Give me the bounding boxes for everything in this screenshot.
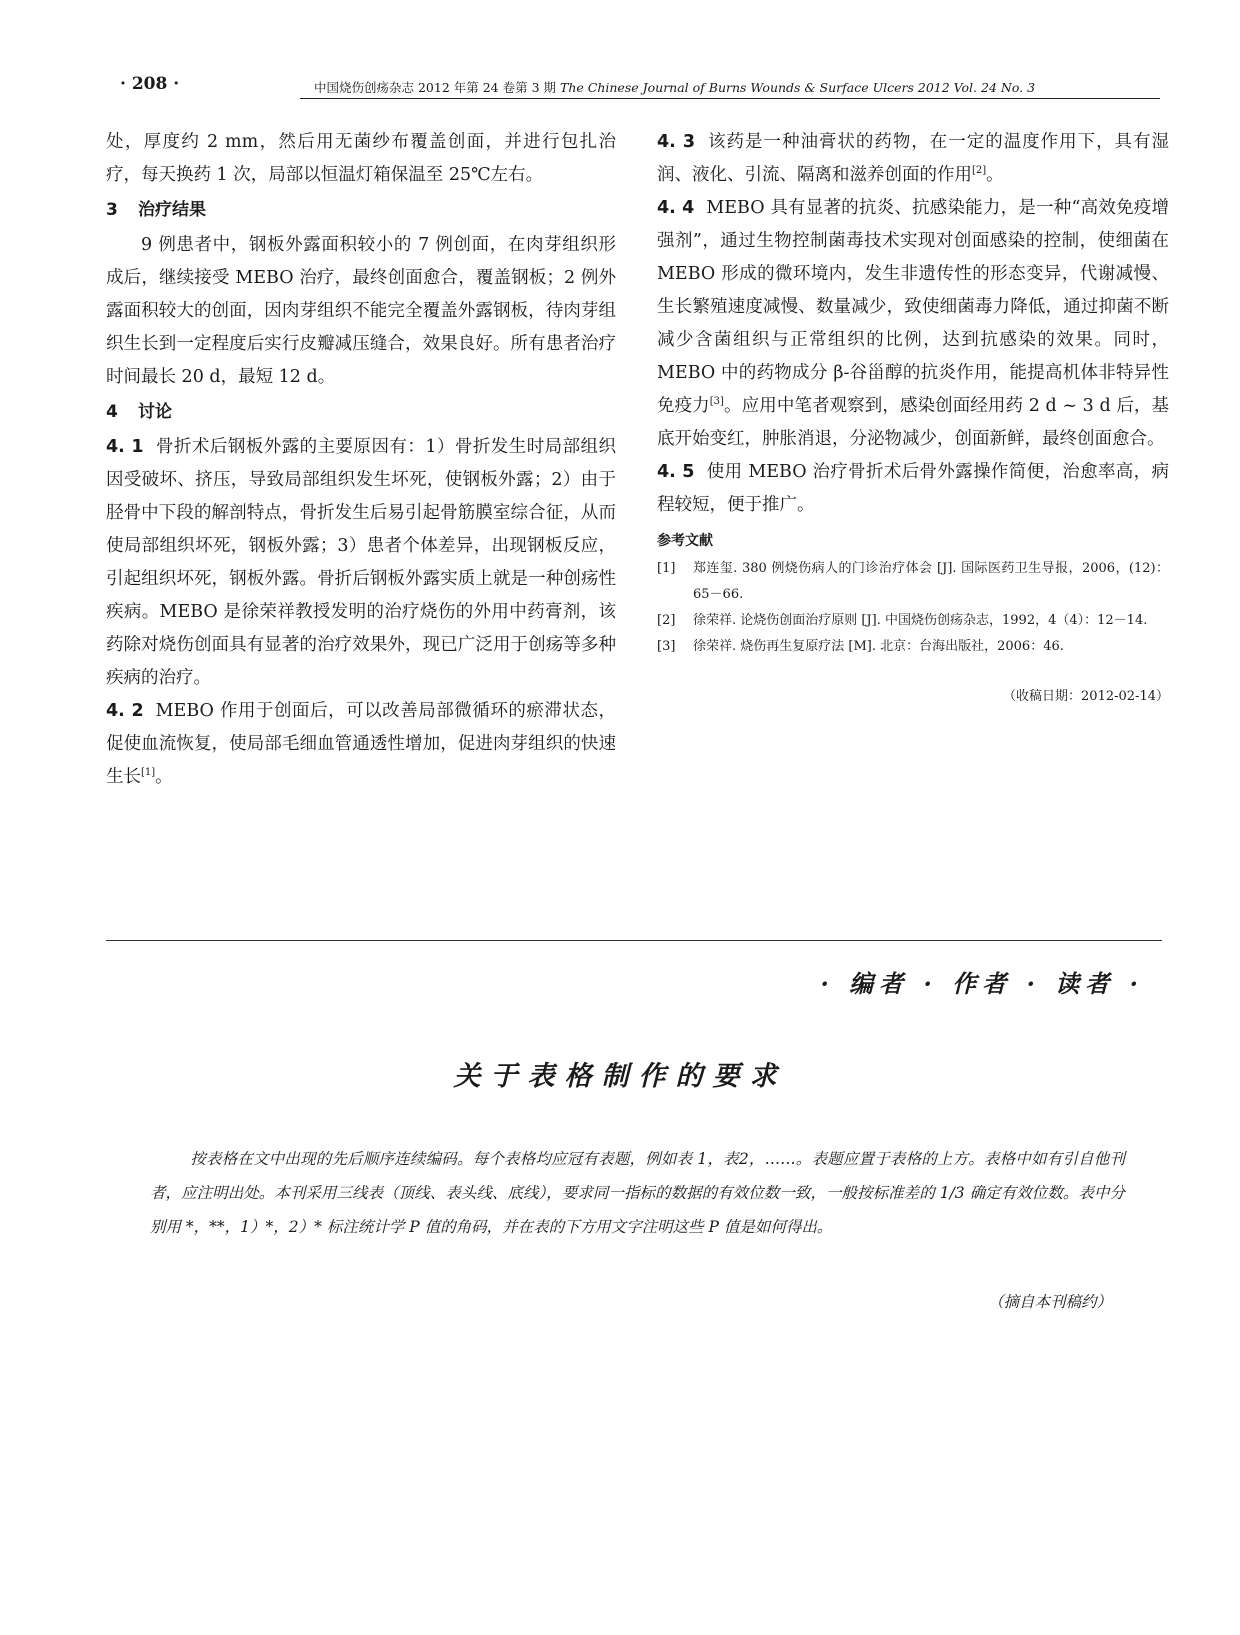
subsection-4-2 [106,695,616,794]
subsection-text: 使用 MEBO 治疗骨折术后骨外露操作简便，治愈率高，病程较短，便于推广。 [657,462,1169,515]
reference-number: [2] [657,613,676,628]
reference-item [657,634,1169,660]
citation-marker: [3] [709,396,724,408]
punctuation: 。 [986,165,1004,185]
subsection-number: 4. 2 [106,701,144,721]
subsection-text: 骨折术后钢板外露的主要原因有：1）骨折发生时局部组织因受破坏、挤压，导致局部组织发生坏死，使钢板外露；2）由于胫骨中下段的解剖特点，骨折发生后易引起骨筋膜室综合征，从而使局部组织坏死，钢板外露；3）患者个体差异，出现钢板反应，引起组织坏死，钢板外露。骨折后钢板外露实质上就是一种创疡性疾病。MEBO 是徐荣祥教授发明的治疗烧伤的外用中药膏剂，该药除对烧伤创面具有显著的治疗效果外，现已广泛用于创疡等多种疾病的治疗。 [106,437,617,688]
journal-title-en: The Chinese Journal of Burns Wounds & Surface Ulcers 2012 Vol. 24 No. 3 [560,80,1036,95]
notice-text: 按表格在文中出现的先后顺序连续编码。每个表格均应冠有表题，例如表 1，表2，……。表题应置于表格的上方。表格中如有引自他刊者，应注明出处。本刊采用三线表（顶线、表头线、底线），要求同一指标的数据的有效位数一致，一般按标准差的 1/3 确定有效位数。表中分别用 *，**，1）*，2）* 标注统计学 P 值的角码，并在表的下方用文字注明这些 P 值是如何得出。 [150,1150,1125,1236]
section-4-heading [106,396,616,429]
punctuation: 。 [155,767,173,787]
right-column [657,126,1169,713]
subsection-text: MEBO 具有显著的抗炎、抗感染能力，是一种“高效免疫增强剂”，通过生物控制菌毒技术实现对创面感染的控制，使细菌在 MEBO 形成的微环境内，发生非遗传性的形态变异，代谢减慢、生长繁殖速度减慢、数量减少，致使细菌毒力降低，通过抑菌不断减少含菌组织与正常组织的比例，达到抗感染的效果。同时，MEBO 中的药物成分 β-谷甾醇的抗炎作用，能提高机体非特异性免疫力 [657,198,1170,416]
citation-marker: [2] [972,165,987,177]
subsection-4-4 [657,192,1169,456]
header-rule [300,98,1160,99]
reference-text: 徐荣祥. 烧伤再生复原疗法 [M]. 北京：台海出版社，2006：46. [693,639,1064,654]
notice-body [150,1142,1125,1244]
subsection-number: 4. 3 [657,132,696,152]
subsection-number: 4. 5 [657,462,695,482]
section-title: 讨论 [138,402,172,422]
subsection-4-3 [657,126,1169,192]
section-divider [106,940,1162,941]
paragraph-intro: 处，厚度约 2 mm，然后用无菌纱布覆盖创面，并进行包扎治疗，每天换药 1 次，局部以恒温灯箱保温至 25℃左右。 [106,132,616,185]
reference-item [657,556,1169,608]
subsection-number: 4. 4 [657,198,695,218]
subsection-number: 4. 1 [106,437,144,457]
received-date: （收稿日期：2012-02-14） [1003,689,1169,704]
page-number: · 208 · [120,74,180,94]
subsection-text: MEBO 作用于创面后，可以改善局部微循环的瘀滞状态，促使血流恢复，使局部毛细血管通透性增加，促进肉芽组织的快速生长 [106,701,616,787]
section-number: 3 [106,200,118,220]
subsection-4-1 [106,431,616,695]
journal-title-cn: 中国烧伤创疡杂志 2012 年第 24 卷第 3 期 [314,80,557,95]
running-header [0,74,1240,104]
citation-marker: [1] [141,767,156,779]
column-name: · 编者 · 作者 · 读者 · [820,969,1144,998]
notice-title: 关于表格制作的要求 [453,1061,787,1092]
references-list [657,556,1169,660]
subsection-text-continued: 。应用中笔者观察到，感染创面经用药 2 d ~ 3 d 后，基底开始变红，肿胀消退，分泌物减少，创面新鲜，最终创面愈合。 [657,396,1170,449]
notice-source: （摘自本刊稿约） [987,1293,1112,1311]
reference-text: 郑连玺. 380 例烧伤病人的门诊治疗体会 [J]. 国际医药卫生导报，2006，(12)：65－66. [693,561,1169,602]
subsection-4-5 [657,456,1169,522]
section-3-text: 9 例患者中，钢板外露面积较小的 7 例创面，在肉芽组织形成后，继续接受 MEBO 治疗，最终创面愈合，覆盖钢板；2 例外露面积较大的创面，因肉芽组织不能完全覆盖外露钢板，待肉芽组织生长到一定程度后实行皮瓣减压缝合，效果良好。所有患者治疗时间最长 20 d，最短 12 d。 [106,235,616,387]
reference-number: [3] [657,639,676,654]
journal-running-title [314,78,1160,96]
section-3-heading [106,194,616,227]
reference-item [657,608,1169,634]
reference-text: 徐荣祥. 论烧伤创面治疗原则 [J]. 中国烧伤创疡杂志，1992，4（4）：12－14. [693,613,1148,628]
subsection-text: 该药是一种油膏状的药物，在一定的温度作用下，具有湿润、液化、引流、隔离和滋养创面的作用 [657,132,1170,185]
references-heading: 参考文献 [657,533,713,549]
section-number: 4 [106,402,118,422]
section-title: 治疗结果 [138,200,206,220]
reference-number: [1] [657,561,676,576]
left-column [106,126,616,794]
